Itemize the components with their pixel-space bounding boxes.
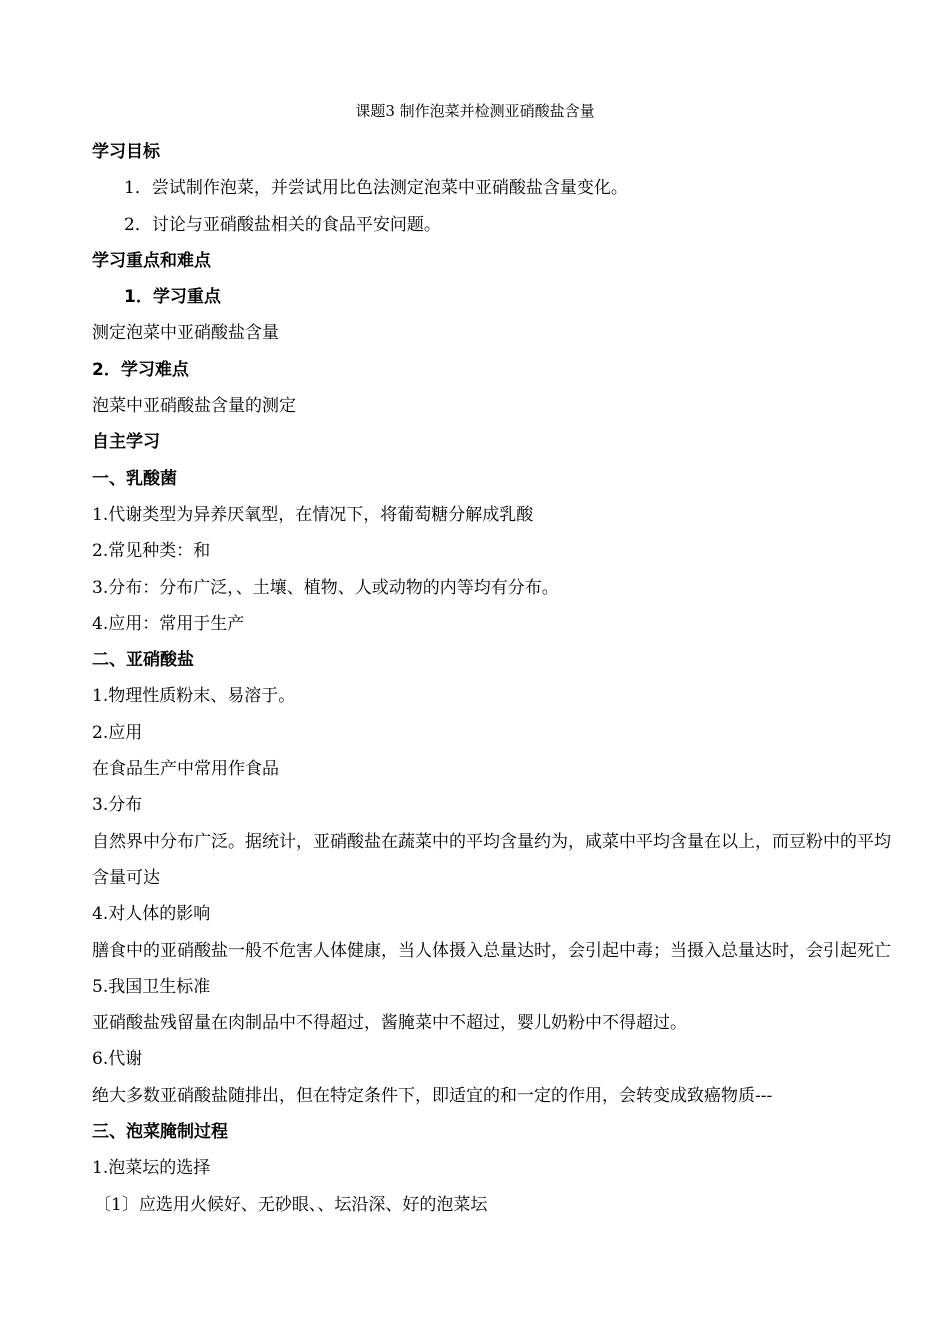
difficulty-text: 泡菜中亚硝酸盐含量的测定 — [92, 396, 296, 417]
nitrite-point-2-text: 在食品生产中常用作食品 — [92, 759, 279, 780]
pickling-point-1: 1.泡菜坛的选择 — [92, 1158, 211, 1179]
lactobacillus-point-4: 4.应用：常用于生产 — [92, 613, 245, 634]
document-title: 课题3 制作泡菜并检测亚硝酸盐含量 — [355, 102, 595, 120]
section-heading-nitrite: 二、亚硝酸盐 — [92, 650, 194, 671]
subheading-key-point: 1．学习重点 — [124, 287, 221, 308]
key-point-text: 测定泡菜中亚硝酸盐含量 — [92, 323, 279, 344]
nitrite-point-5: 5.我国卫生标准 — [92, 976, 211, 997]
lactobacillus-point-2: 2.常见种类：和 — [92, 541, 211, 562]
nitrite-point-4-text: 膳食中的亚硝酸盐一般不危害人体健康，当人体摄入总量达时，会引起中毒；当摄入总量达时，会引起死亡 — [92, 940, 891, 961]
subheading-difficulty: 2．学习难点 — [92, 359, 189, 380]
nitrite-point-1: 1.物理性质粉末、易溶于。 — [92, 686, 296, 707]
nitrite-point-4: 4.对人体的影响 — [92, 904, 211, 925]
section-heading-pickling-process: 三、泡菜腌制过程 — [92, 1122, 228, 1143]
lactobacillus-point-1: 1.代谢类型为异养厌氧型，在情况下，将葡萄糖分解成乳酸 — [92, 504, 534, 525]
nitrite-point-6: 6.代谢 — [92, 1049, 143, 1070]
document-body — [92, 134, 892, 1223]
nitrite-point-3-text: 自然界中分布广泛。据统计，亚硝酸盐在蔬菜中的平均含量约为，咸菜中平均含量在以上，而豆粉中的平均含量可达 — [92, 831, 891, 888]
section-heading-key-points: 学习重点和难点 — [92, 250, 211, 271]
nitrite-point-6-text: 绝大多数亚硝酸盐随排出，但在特定条件下，即适宜的和一定的作用，会转变成致癌物质--- — [92, 1085, 773, 1106]
nitrite-point-2: 2.应用 — [92, 722, 143, 743]
section-heading-self-study: 自主学习 — [92, 432, 160, 453]
nitrite-point-5-text: 亚硝酸盐残留量在肉制品中不得超过，酱腌菜中不超过，婴儿奶粉中不得超过。 — [92, 1013, 687, 1034]
nitrite-point-3: 3.分布 — [92, 795, 143, 816]
section-heading-lactobacillus: 一、乳酸菌 — [92, 468, 177, 489]
lactobacillus-point-3: 3.分布：分布广泛，、土壤、植物、人或动物的内等均有分布。 — [92, 577, 559, 598]
goal-item-1: 1．尝试制作泡菜，并尝试用比色法测定泡菜中亚硝酸盐含量变化。 — [124, 178, 628, 199]
section-heading-learning-goals: 学习目标 — [92, 142, 160, 162]
pickling-point-1-sub-1: 〔1〕应选用火候好、无砂眼、、坛沿深、好的泡菜坛 — [94, 1194, 488, 1215]
goal-item-2: 2．讨论与亚硝酸盐相关的食品平安问题。 — [124, 214, 441, 235]
